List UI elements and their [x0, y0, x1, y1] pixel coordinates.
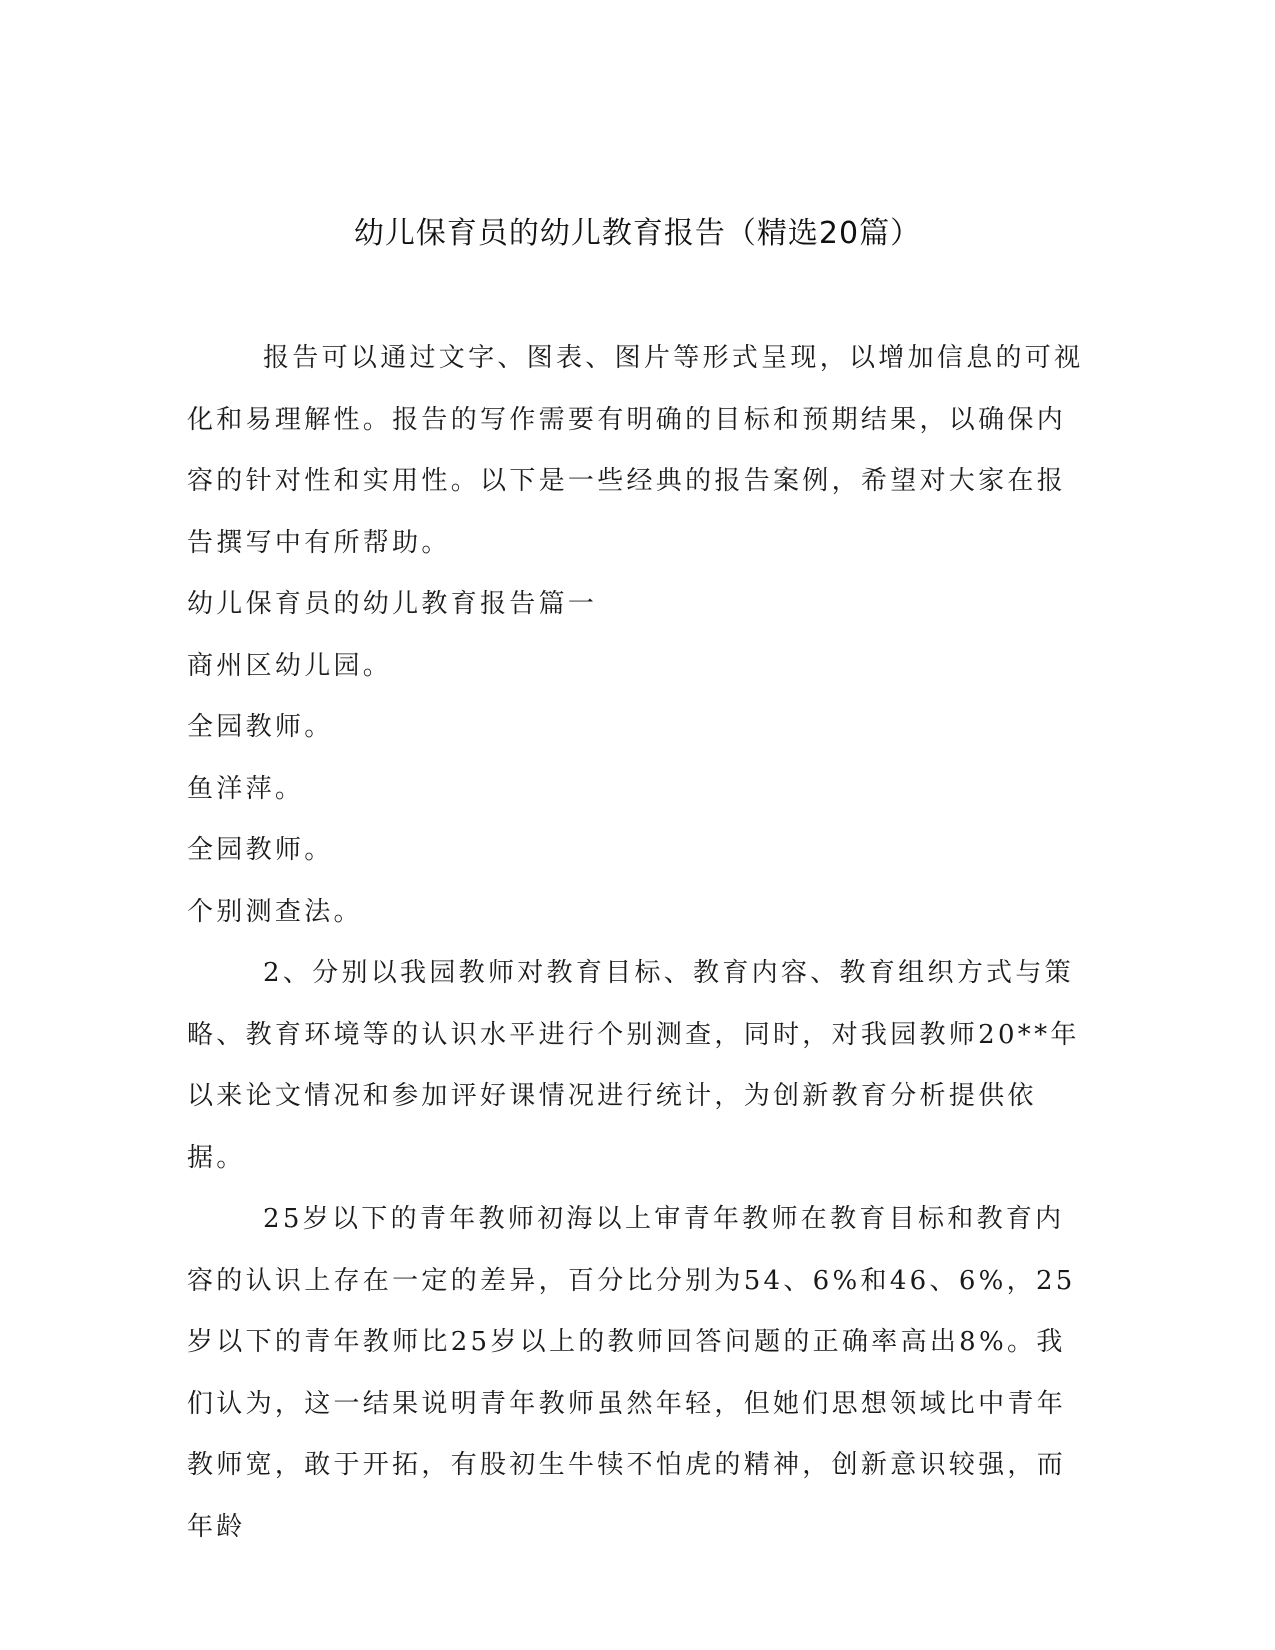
short-line-teachers-2: 全园教师。 — [187, 835, 334, 865]
short-line-author: 鱼洋萍。 — [187, 773, 305, 804]
result-paragraph: 25岁以下的青年教师初海以上审青年教师在教育目标和教育内容的认识上存在一定的差异，百分比分别为54、6%和46、6%，25岁以下的青年教师比25岁以上的教师回答问题的正确率高出8%。我们认为，这一结果说明青年教师虽然年轻，但她们思想领域比中青年教师宽，敢于开拓，有股初生牛犊不怕虎的精神，创新意识较强，而年龄 — [187, 1204, 1076, 1542]
section-heading: 幼儿保育员的幼儿教育报告篇一 — [187, 589, 598, 619]
intro-paragraph: 报告可以通过文字、图表、图片等形式呈现，以增加信息的可视化和易理解性。报告的写作需要有明确的目标和预期结果，以确保内容的针对性和实用性。以下是一些经典的报告案例，希望对大家在报告撰写中有所帮助。 — [187, 343, 1084, 558]
document-title: 幼儿保育员的幼儿教育报告（精选20篇） — [353, 216, 922, 251]
short-line-method: 个别测查法。 — [187, 896, 363, 927]
method-paragraph: 2、分别以我园教师对教育目标、教育内容、教育组织方式与策略、教育环境等的认识水平进行个别测查，同时，对我园教师20**年以来论文情况和参加评好课情况进行统计，为创新教育分析提供依据。 — [187, 958, 1080, 1173]
short-line-teachers: 全园教师。 — [187, 712, 334, 742]
document-body — [187, 328, 1087, 1558]
short-line-school: 商州区幼儿园。 — [187, 650, 393, 681]
